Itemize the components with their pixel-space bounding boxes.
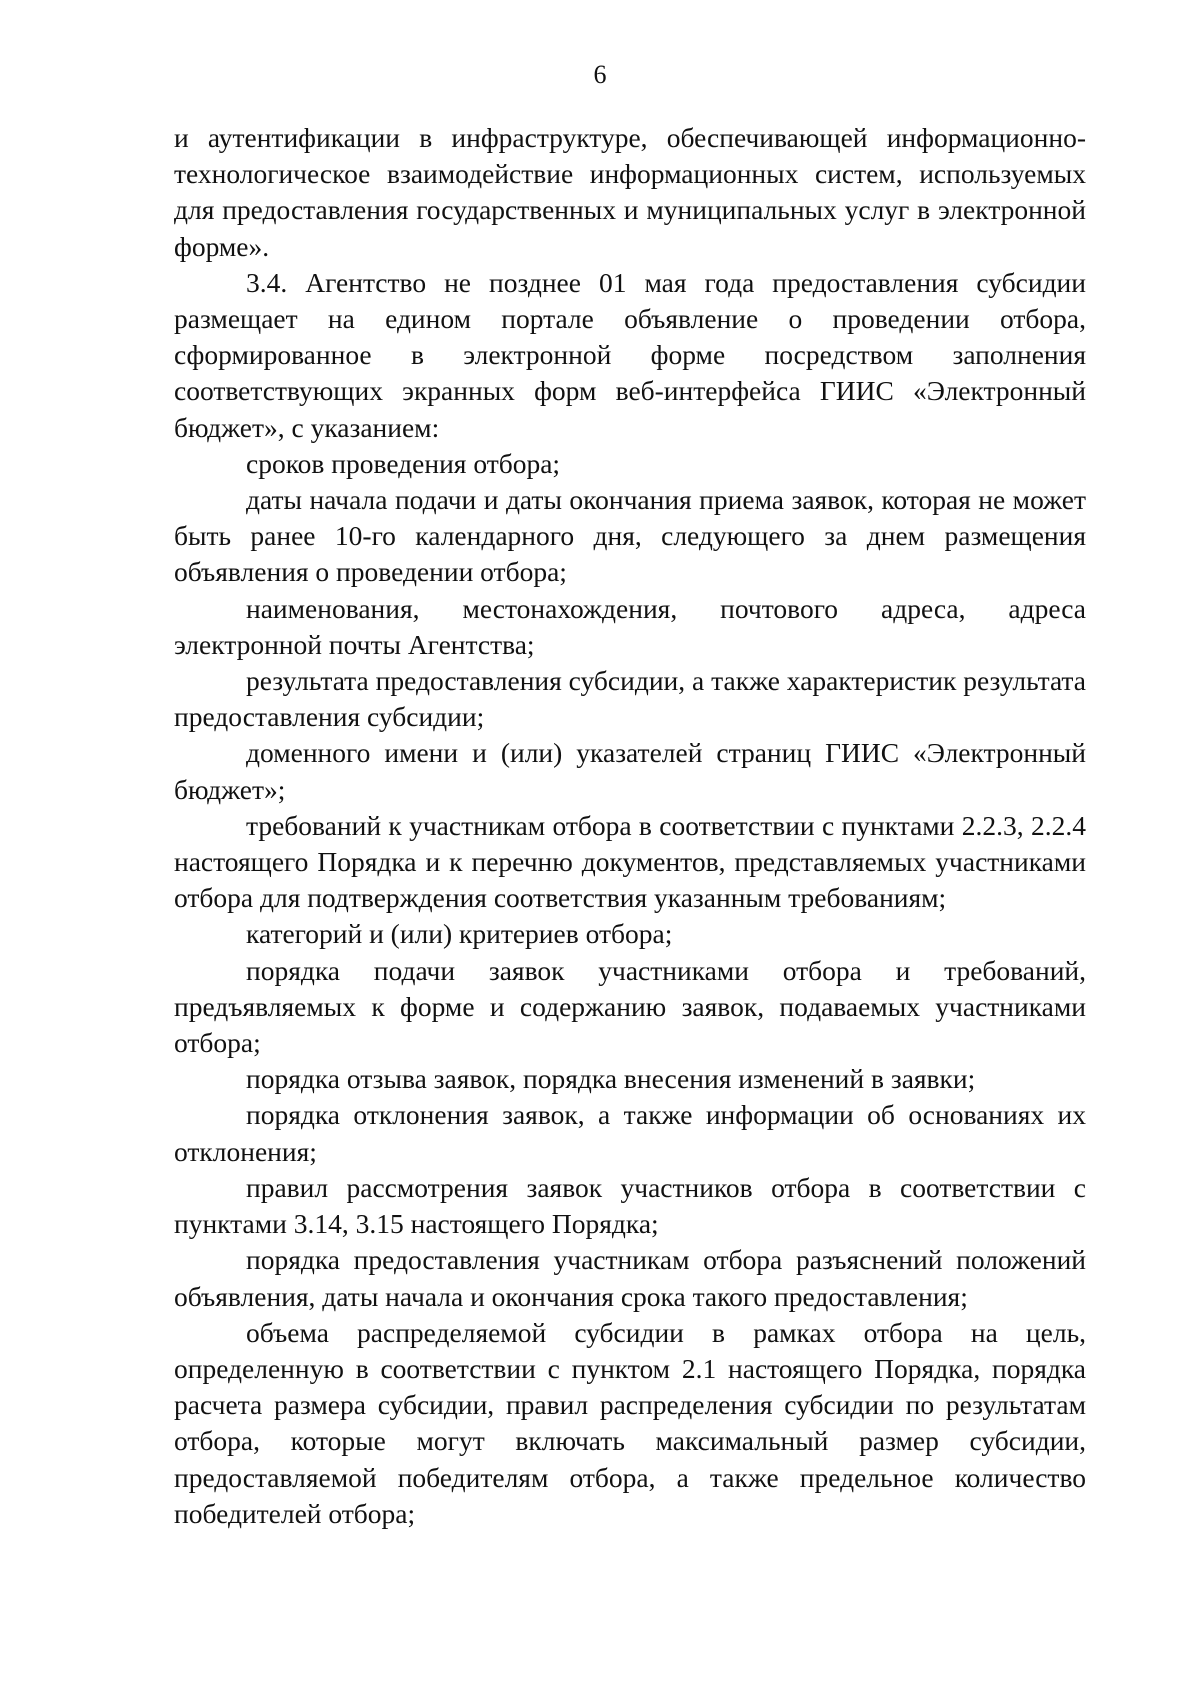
- paragraph-continuation: и аутентификации в инфраструктуре, обеспечивающей информационно-технологическое взаимодействие информационных систем, используемых для предоставления государственных и муниципальных услуг в электронной форме».: [174, 122, 1086, 262]
- list-item-selection-period: сроков проведения отбора;: [246, 447, 561, 479]
- list-item-subsidy-volume: объема распределяемой субсидии в рамках отбора на цель, определенную в соответствии с пунктом 2.1 настоящего Порядка, порядка расчета размера субсидии, правил распределения субсидии по результатам отбора, которые могут включать максимальный размер субсидии, предоставляемой победителям отбора, а также предельное количество победителей отбора;: [174, 1316, 1086, 1529]
- list-item-agency-contacts: наименования, местонахождения, почтового адреса, адреса электронной почты Агентства;: [174, 592, 1086, 660]
- list-item-domain-name: доменного имени и (или) указателей страниц ГИИС «Электронный бюджет»;: [174, 737, 1086, 805]
- list-item-participant-requirements: требований к участникам отбора в соответствии с пунктами 2.2.3, 2.2.4 настоящего Порядка и к перечню документов, представляемых участниками отбора для подтверждения соответствия указанным требованиям;: [174, 809, 1086, 914]
- list-item-clarifications: порядка предоставления участникам отбора разъяснений положений объявления, даты начала и окончания срока такого предоставления;: [174, 1244, 1086, 1312]
- list-item-subsidy-result: результата предоставления субсидии, а также характеристик результата предоставления субсидии;: [174, 665, 1086, 733]
- page-number: 6: [593, 60, 607, 89]
- list-item-rejection-procedure: порядка отклонения заявок, а также информации об основаниях их отклонения;: [174, 1099, 1086, 1167]
- paragraph-clause-3-4: 3.4. Агентство не позднее 01 мая года предоставления субсидии размещает на едином портале объявление о проведении отбора, сформированное в электронной форме посредством заполнения соответствующих экранных форм веб-интерфейса ГИИС «Электронный бюджет», с указанием:: [174, 266, 1086, 443]
- list-item-review-rules: правил рассмотрения заявок участников отбора в соответствии с пунктами 3.14, 3.15 настоящего Порядка;: [174, 1171, 1086, 1240]
- document-body: [174, 120, 1086, 1532]
- list-item-application-procedure: порядка подачи заявок участниками отбора и требований, предъявляемых к форме и содержанию заявок, подаваемых участниками отбора;: [174, 954, 1086, 1059]
- list-item-selection-criteria: категорий и (или) критериев отбора;: [246, 918, 673, 950]
- list-item-withdrawal-procedure: порядка отзыва заявок, порядка внесения изменений в заявки;: [246, 1063, 976, 1095]
- list-item-application-dates: даты начала подачи и даты окончания приема заявок, которая не может быть ранее 10-го календарного дня, следующего за днем размещения объявления о проведении отбора;: [174, 484, 1086, 588]
